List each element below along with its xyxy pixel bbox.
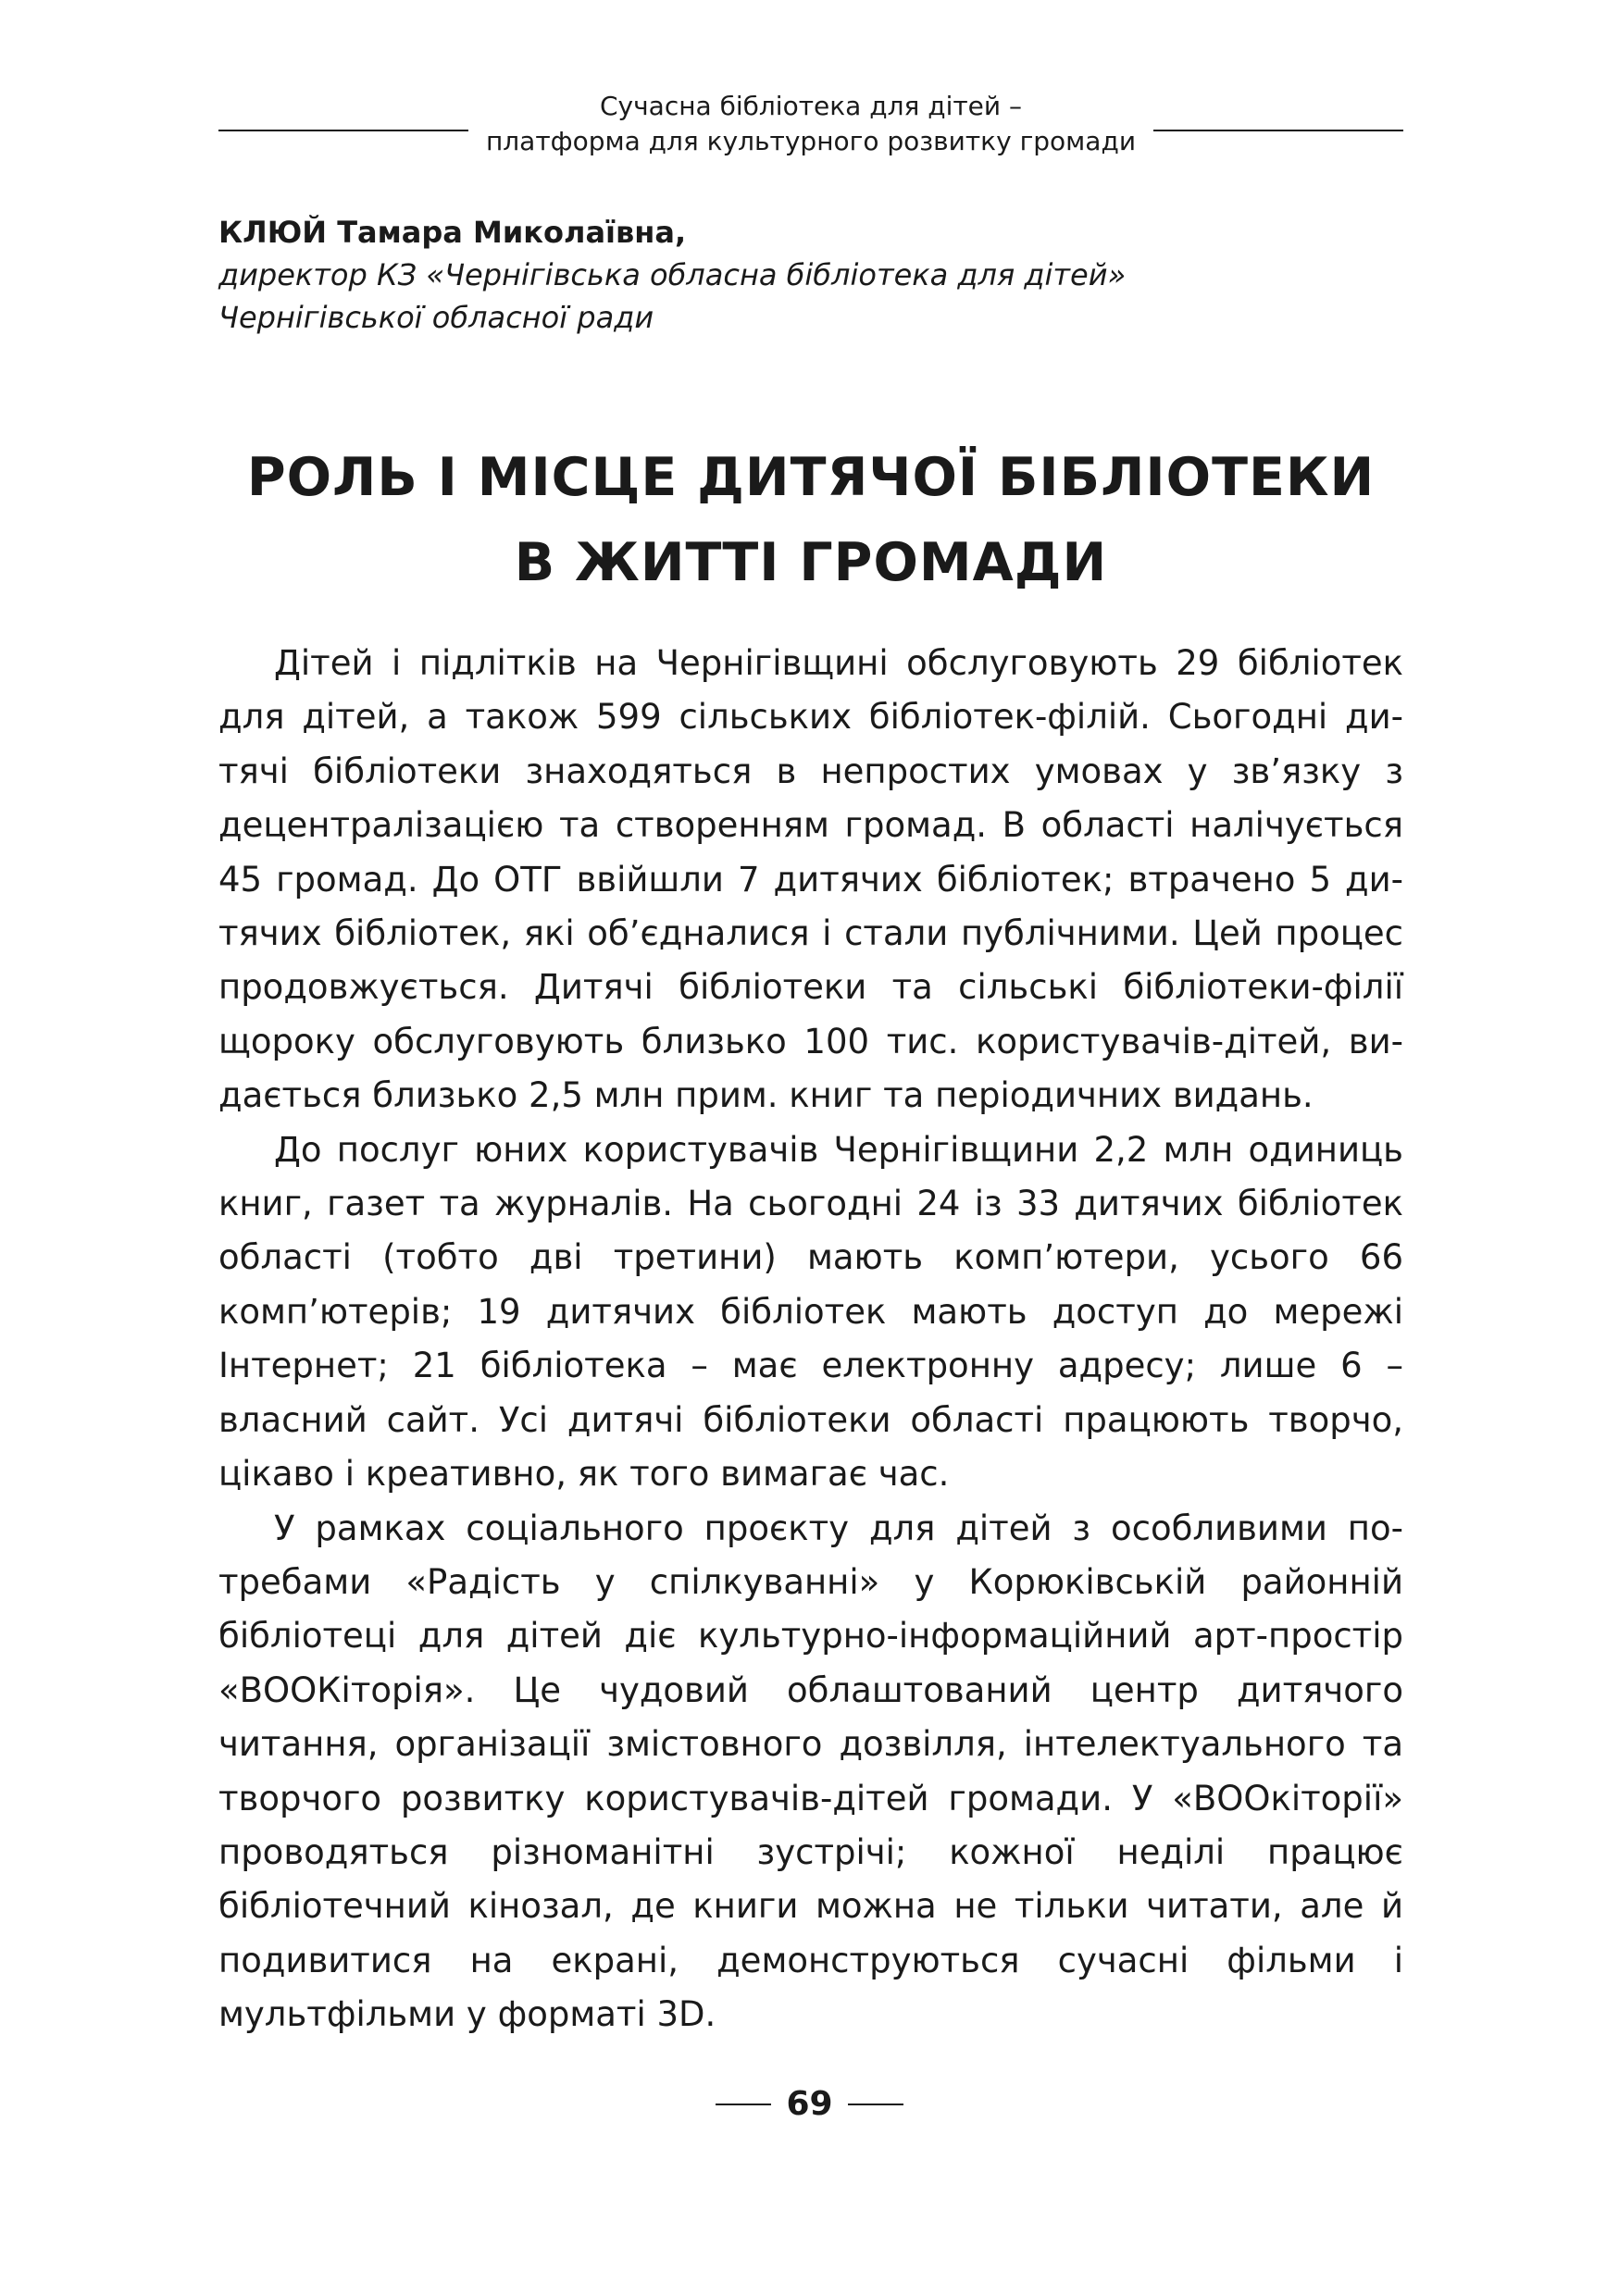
page-number: 69 xyxy=(786,2085,833,2123)
paragraph: До послуг юних користувачів Чернігівщини 2,2 млн одиниць книг, газет та журналів. На сьогодні 24 із 33 дитячих бібліотек області (тобто дві третини) мають комп’ютери, усього 66 комп’ютерів; 19 дитячих бібліотек мають доступ до мережі Інтернет; 21 бібліотека – має електронну адресу; лише 6 – власний сайт. Усі дитячі бібліотеки області працюють творчо, цікаво і креативно, як того вимагає час. xyxy=(218,1129,1403,1495)
page-number-dash-right xyxy=(848,2104,903,2105)
running-header-line-1: Сучасна бібліотека для дітей – xyxy=(600,91,1022,121)
page-number-dash-left xyxy=(716,2104,771,2105)
article-body xyxy=(218,637,1403,2042)
running-header-text xyxy=(468,89,1153,159)
author-block xyxy=(218,211,1403,339)
article-title-line-2: В ЖИТТІ ГРОМАДИ xyxy=(514,532,1108,593)
paragraph: Дітей і підлітків на Чернігівщині обслуговують 29 бібліотек для дітей, а також 599 сільських бібліотек-філій. Сьогодні дитячі бібліотеки знаходяться в непростих умовах у зв’язку з децентралізацією та створенням громад. В області налічується 45 громад. До ОТГ ввійшли 7 дитячих бібліотек; втрачено 5 дитячих бібліотек, які об’єдналися і стали публічними. Цей процес продовжується. Дитячі бібліотеки та сільські бібліотеки-філії щороку обслуговують близько 100 тис. користувачів-дітей, видається близько 2,5 млн прим. книг та періодичних видань. xyxy=(218,643,1403,1116)
author-affiliation-line-1: директор КЗ «Чернігівська обласна бібліотека для дітей» xyxy=(218,257,1127,292)
header-rule-right xyxy=(1153,130,1403,131)
author-affiliation-line-2: Чернігівської обласної ради xyxy=(218,300,654,335)
paragraph: У рамках соціального проєкту для дітей з особливими потребами «Радість у спілкуванні» у Корюківській районній бібліотеці для дітей діє культурно-інформаційний арт-простір «ВООКіторія». Це чудовий облаштований центр дитячого читання, організації змістовного дозвілля, інтелектуального та творчого розвитку користувачів-дітей громади. У «ВООкіторії» проводяться різноманітні зустрічі; кожної неділі працює бібліотечний кінозал, де книги можна не тільки читати, але й подивитися на екрані, демонструються сучасні фільми і мультфільми у форматі 3D. xyxy=(218,1508,1403,2035)
article-title-line-1: РОЛЬ І МІСЦЕ ДИТЯЧОЇ БІБЛІОТЕКИ xyxy=(246,447,1376,508)
running-header-line-2: платформа для культурного розвитку громади xyxy=(485,126,1137,156)
author-name: КЛЮЙ Тамара Миколаївна, xyxy=(218,215,687,250)
article-title xyxy=(218,435,1403,605)
running-header xyxy=(218,89,1403,159)
header-rule-left xyxy=(218,130,468,131)
page-footer xyxy=(0,2084,1619,2125)
